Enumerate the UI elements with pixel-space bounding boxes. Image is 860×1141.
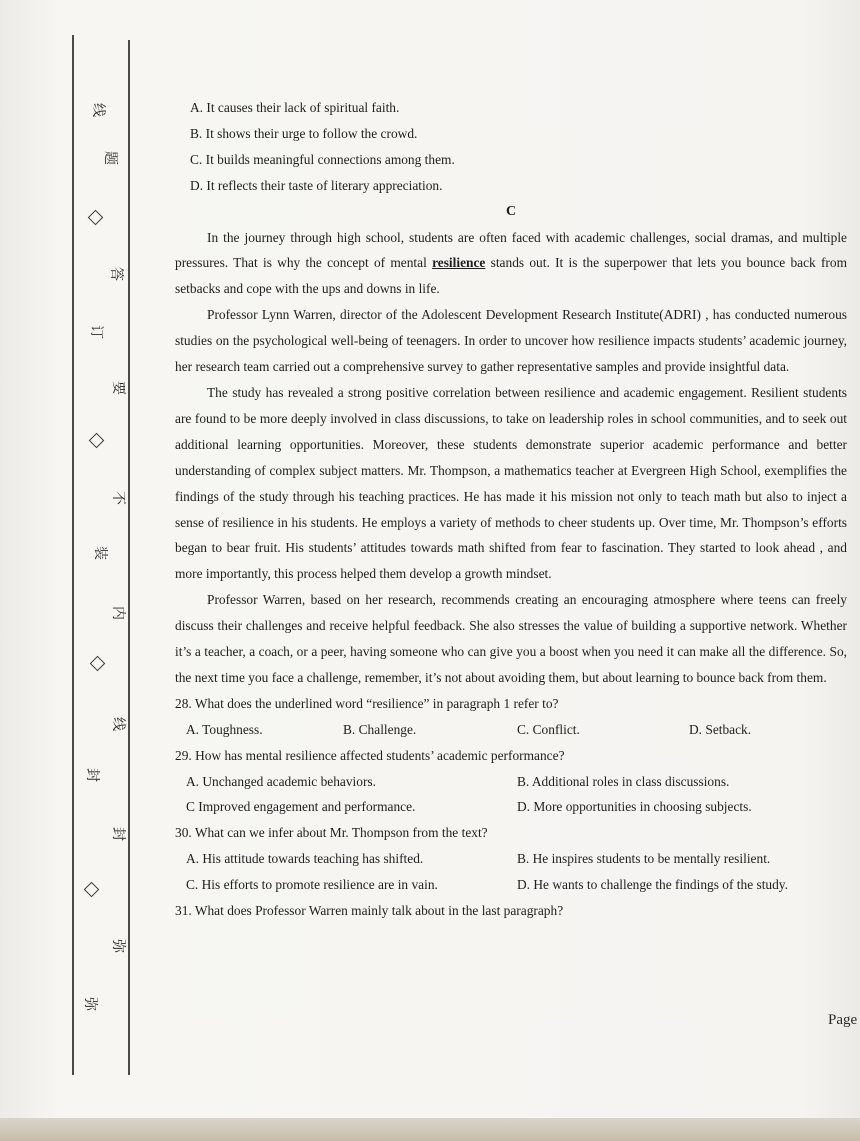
q30-option-d: D. He wants to challenge the findings of the study. xyxy=(517,877,788,893)
prev-option-a: A. It causes their lack of spiritual faith. xyxy=(190,100,400,115)
q30-option-a: A. His attitude towards teaching has shifted. xyxy=(186,851,424,867)
p1-text-before: In the journey through high school, students are often faced with academic challenges, social dramas, and multiple pressures. That is why the concept of mental xyxy=(175,229,847,271)
q28-option-b: B. Challenge. xyxy=(343,721,417,737)
passage-paragraph-1 xyxy=(175,225,847,303)
scan-bottom-edge xyxy=(0,1118,860,1141)
q29-option-c: C Improved engagement and performance. xyxy=(186,799,416,815)
question-31-stem: 31. What does Professor Warren mainly talk about in the last paragraph? xyxy=(175,903,564,919)
question-29-options-row1 xyxy=(175,769,847,795)
gutter-char: 线 xyxy=(90,103,106,117)
q29-option-d: D. More opportunities in choosing subjects. xyxy=(517,799,752,815)
gutter-char: 答 xyxy=(108,267,124,281)
p1-text-after: stands out. It is the superpower that lets you bounce back from setbacks and cope with the ups and downs in life. xyxy=(175,255,848,297)
q30-option-c: C. His efforts to promote resilience are in vain. xyxy=(186,877,438,893)
exam-content xyxy=(175,95,847,924)
question-30-stem: 30. What can we infer about Mr. Thompson from the text? xyxy=(175,825,488,841)
gutter-char: 弥 xyxy=(110,939,126,953)
prev-option-d: D. It reflects their taste of literary appreciation. xyxy=(190,177,443,193)
question-30-options-row1 xyxy=(175,846,847,872)
gutter-char: 订 xyxy=(88,325,104,339)
gutter-diamond xyxy=(90,656,106,672)
page-number-label: Page xyxy=(828,1012,858,1028)
gutter-char: 内 xyxy=(110,606,126,620)
gutter-diamond xyxy=(88,210,104,226)
passage-paragraph-2: Professor Lynn Warren, director of the Adolescent Development Research Institute(ADRI) , has conducted numerous studies on the psychological well-being of teenagers. In order to uncover how resilience impacts students’ academic journey, her research team carried out a comprehensive survey to gather representative samples and provide insightful data. xyxy=(175,307,847,375)
question-29-options-row2 xyxy=(175,794,847,820)
prev-option-c: C. It builds meaningful connections among them. xyxy=(190,151,455,167)
prev-option-b: B. It shows their urge to follow the crowd. xyxy=(190,125,418,141)
underlined-keyword: resilience xyxy=(432,255,486,271)
q28-option-a: A. Toughness. xyxy=(186,721,263,737)
gutter-line-right xyxy=(128,40,130,1075)
gutter-char: 封 xyxy=(84,768,100,782)
question-29-stem: 29. How has mental resilience affected students’ academic performance? xyxy=(175,747,565,763)
q30-option-b: B. He inspires students to be mentally resilient. xyxy=(517,851,771,867)
passage-paragraph-4: Professor Warren, based on her research, recommends creating an encouraging atmosphere where teens can freely discuss their challenges and receive helpful feedback. She also stresses the value of building a supportive network. Whether it’s a teacher, a coach, or a peer, having someone who can give you a boost when you need it can make all the difference. So, the next time you face a challenge, remember, it’s not about avoiding them, but about learning to bounce back from them. xyxy=(175,592,847,685)
gutter-char: 线 xyxy=(110,717,126,731)
gutter-char: 封 xyxy=(110,827,126,841)
gutter-char: 弥 xyxy=(82,997,98,1011)
q29-option-a: A. Unchanged academic behaviors. xyxy=(186,773,376,789)
passage-paragraph-3: The study has revealed a strong positive correlation between resilience and academic engagement. Resilient students are found to be more deeply involved in class discussions, to take on leadership roles in school communities, and to seek out additional learning opportunities. Moreover, these students demonstrate superior academic performance and better understanding of complex subject matters. Mr. Thompson, a mathematics teacher at Evergreen High School, exemplifies the findings of the study through his teaching practices. He has made it his mission not only to teach math but also to inject a sense of resilience in his students. He employs a variety of methods to cheer students up. Over time, Mr. Thompson’s efforts began to bear fruit. His students’ attitudes towards math shifted from fear to fascination. They started to look ahead , and more importantly, this process helped them develop a growth mindset. xyxy=(175,384,847,582)
question-30-options-row2 xyxy=(175,872,847,898)
q28-option-d: D. Setback. xyxy=(689,721,752,737)
q28-option-c: C. Conflict. xyxy=(517,721,580,737)
gutter-char: 要 xyxy=(110,381,126,395)
question-28-options xyxy=(175,717,847,743)
gutter-diamond xyxy=(84,882,100,898)
question-28-stem: 28. What does the underlined word “resilience” in paragraph 1 refer to? xyxy=(175,695,559,711)
gutter-char: 题 xyxy=(102,151,118,165)
q29-option-b: B. Additional roles in class discussions. xyxy=(517,773,730,789)
section-title: C xyxy=(505,203,517,219)
gutter-diamond xyxy=(89,433,105,449)
gutter-char: 装 xyxy=(92,546,108,560)
gutter-line-left xyxy=(72,35,74,1075)
gutter-char: 不 xyxy=(110,491,126,505)
